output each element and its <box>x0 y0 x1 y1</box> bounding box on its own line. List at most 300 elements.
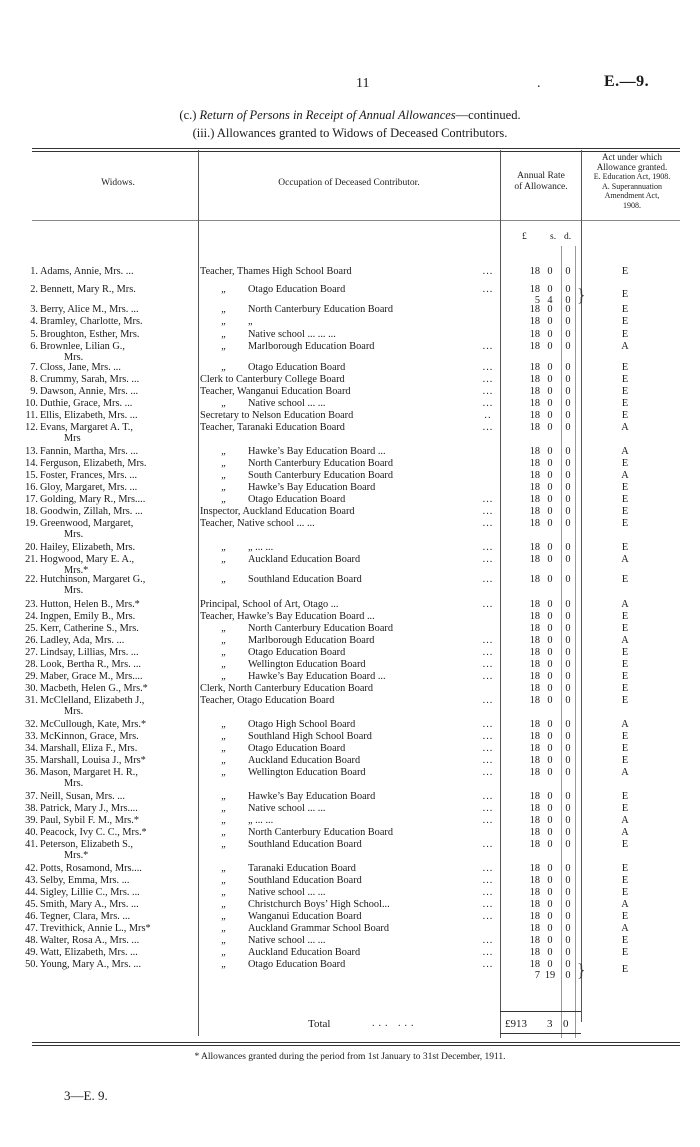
allowance-shillings: 0 <box>547 482 553 493</box>
allowance-pounds-second: 7 <box>534 970 540 981</box>
act-code: A <box>621 815 629 826</box>
allowance-pence: 0 <box>565 659 571 670</box>
widow-name-text: Potts, Rosamond, Mrs. <box>40 863 135 874</box>
row-number: 5. <box>30 329 38 340</box>
allowance-shillings: 0 <box>547 362 553 373</box>
row-number: 30. <box>25 683 38 694</box>
widow-name-dots: ... <box>128 304 139 315</box>
allowance-pounds: 18 <box>529 791 540 802</box>
allowance-pounds: 18 <box>529 341 540 352</box>
occupation-text: „ ... ... <box>248 815 274 826</box>
occupation-text: Wellington Education Board <box>248 767 366 778</box>
occupation <box>200 506 355 518</box>
occupation-text: Otago Education Board <box>248 362 346 373</box>
occupation-text: Marlborough Education Board <box>248 635 375 646</box>
occupation <box>200 542 273 554</box>
allowance-pounds: 18 <box>529 839 540 850</box>
allowance-pence: 0 <box>565 506 571 517</box>
allowance-pence: 0 <box>565 422 571 433</box>
widow-name-text: Ingpen, Emily B., Mrs. <box>40 611 136 622</box>
widow-name <box>40 374 196 386</box>
widow-name <box>40 683 196 695</box>
leader-dots: ... <box>482 422 494 433</box>
ditto-mark: „ <box>221 482 227 493</box>
widow-name-dots: ... <box>128 935 140 946</box>
ditto-mark: „ <box>221 304 227 315</box>
occupation <box>200 911 362 923</box>
occupation-text: Teacher, Native school ... ... <box>200 518 315 529</box>
allowance-shillings: 0 <box>547 518 553 529</box>
widow-name-dots: ... <box>130 659 141 670</box>
leader-dots: ... <box>482 755 494 766</box>
unit-pounds: £ <box>522 232 527 242</box>
header-rule <box>32 220 680 221</box>
occupation-text: Native school ... ... <box>248 803 326 814</box>
widow-name-text: Golding, Mary R., Mrs. <box>40 494 138 505</box>
act-code: E <box>621 911 629 922</box>
widow-name-text: Duthie, Grace, Mrs. <box>40 398 123 409</box>
allowance-pounds: 18 <box>529 542 540 553</box>
ditto-mark: „ <box>221 743 227 754</box>
occupation <box>200 827 393 839</box>
allowance-pence: 0 <box>565 743 571 754</box>
allowance-pounds: 18 <box>529 458 540 469</box>
act-code: A <box>621 554 629 565</box>
act-code: E <box>621 839 629 850</box>
leader-dots: ... <box>482 635 494 646</box>
section-title <box>0 108 700 123</box>
row-number: 39. <box>25 815 38 826</box>
allowance-pence: 0 <box>565 494 571 505</box>
section-title-continued: —continued. <box>455 108 521 122</box>
row-number: 37. <box>25 791 38 802</box>
allowance-pounds: 18 <box>529 815 540 826</box>
allowance-pounds: 18 <box>529 386 540 397</box>
occupation <box>200 410 353 422</box>
act-code: E <box>621 316 629 327</box>
occupation-text: Otago Education Board <box>248 647 346 658</box>
occupation <box>200 304 393 316</box>
allowance-pounds: 18 <box>529 827 540 838</box>
leader-dots: ... <box>482 791 494 802</box>
section-letter: (c.) <box>179 108 197 122</box>
row-number: 48. <box>25 935 38 946</box>
occupation <box>200 374 345 386</box>
widow-name-text: Broughton, Esther, Mrs. <box>40 329 140 340</box>
allowance-pounds: 18 <box>529 911 540 922</box>
allowance-pounds: 18 <box>529 863 540 874</box>
widow-name-dots: ... <box>123 266 134 277</box>
ditto-mark: „ <box>221 554 227 565</box>
widow-name <box>40 329 196 341</box>
unit-shillings: s. <box>550 232 557 242</box>
occupation <box>200 266 352 278</box>
occupation-text: Inspector, Auckland Education Board <box>200 506 355 517</box>
occupation <box>200 659 366 671</box>
widow-name-text: Hutchinson, Margaret G., <box>40 574 146 585</box>
occupation-text: Christchurch Boys’ High School... <box>248 899 390 910</box>
leader-dots: ... <box>482 887 494 898</box>
widow-name-dots: ... <box>130 959 142 970</box>
act-code: A <box>621 635 629 646</box>
allowance-shillings: 0 <box>547 304 553 315</box>
occupation <box>200 947 360 959</box>
occupation-text: Native school ... ... <box>248 935 326 946</box>
header-act-line6: 1908. <box>623 200 641 210</box>
leader-dots: ... <box>482 743 494 754</box>
occupation-text: Hawke’s Bay Education Board ... <box>248 671 386 682</box>
occupation <box>200 755 360 767</box>
widow-name-dots: ... <box>119 911 131 922</box>
widow-name-text: Macbeth, Helen G., Mrs.* <box>40 683 148 694</box>
row-number: 26. <box>25 635 38 646</box>
widow-name-continuation: Mrs. <box>64 778 84 789</box>
widow-name-text: Gloy, Margaret, Mrs. <box>40 482 127 493</box>
act-code: E <box>621 611 629 622</box>
footnote: * Allowances granted during the period from 1st January to 31st December, 1911. <box>194 1052 506 1062</box>
occupation-text: Auckland Education Board <box>248 755 361 766</box>
allowance-pence: 0 <box>565 554 571 565</box>
leader-dots: ... <box>482 506 494 517</box>
allowance-pounds: 18 <box>529 304 540 315</box>
row-number: 24. <box>25 611 38 622</box>
allowance-pounds: 18 <box>529 599 540 610</box>
allowance-shillings: 0 <box>547 410 553 421</box>
widow-name-text: Maber, Grace M., Mrs. <box>40 671 135 682</box>
widow-name <box>40 959 196 971</box>
widow-name <box>40 863 196 875</box>
occupation-text: South Canterbury Education Board <box>248 470 393 481</box>
occupation-text: North Canterbury Education Board <box>248 623 393 634</box>
allowance-pounds: 18 <box>529 683 540 694</box>
leader-dots: ... <box>482 284 494 295</box>
allowance-shillings: 0 <box>547 398 553 409</box>
widow-name <box>40 647 196 659</box>
allowance-pence: 0 <box>565 341 571 352</box>
widow-name-text: Foster, Frances, Mrs. <box>40 470 127 481</box>
widow-name-text: Smith, Mary A., Mrs. <box>40 899 129 910</box>
widow-name-text: McKinnon, Grace, Mrs. <box>40 731 139 742</box>
allowance-pounds: 18 <box>529 316 540 327</box>
allowance-pence: 0 <box>565 266 571 277</box>
occupation <box>200 671 386 683</box>
ditto-mark: „ <box>221 839 227 850</box>
ditto-mark: „ <box>221 542 227 553</box>
widow-name <box>40 446 196 458</box>
widow-name-text: Greenwood, Margaret, <box>40 518 134 529</box>
occupation-text: Clerk to Canterbury College Board <box>200 374 345 385</box>
act-code: E <box>621 803 629 814</box>
leader-dots: ... <box>482 398 494 409</box>
allowance-shillings: 0 <box>547 863 553 874</box>
row-number: 49. <box>25 947 38 958</box>
allowance-pounds: 18 <box>529 875 540 886</box>
allowance-shillings: 0 <box>547 647 553 658</box>
act-code: A <box>621 446 629 457</box>
row-number: 35. <box>25 755 38 766</box>
widow-name-dots: ... <box>128 899 139 910</box>
allowance-pence: 0 <box>565 458 571 469</box>
occupation-text: Hawke’s Bay Education Board ... <box>248 446 386 457</box>
allowance-pence: 0 <box>565 815 571 826</box>
widow-name <box>40 611 196 623</box>
act-code: E <box>621 647 629 658</box>
widow-name <box>40 599 196 611</box>
occupation <box>200 923 389 935</box>
allowance-pounds: 18 <box>529 743 540 754</box>
widow-name <box>40 947 196 959</box>
widow-name-text: Hutton, Helen B., Mrs.* <box>40 599 140 610</box>
leader-dots: ... <box>482 554 494 565</box>
allowance-shillings: 0 <box>547 947 553 958</box>
occupation <box>200 329 336 341</box>
allowance-pence: 0 <box>565 683 571 694</box>
occupation <box>200 518 315 530</box>
ditto-mark: „ <box>221 671 227 682</box>
occupation <box>200 362 345 374</box>
allowance-pence: 0 <box>565 671 571 682</box>
allowance-shillings: 0 <box>547 659 553 670</box>
occupation <box>200 647 345 659</box>
ditto-mark: „ <box>221 647 227 658</box>
act-code: E <box>621 964 629 975</box>
allowance-pounds: 18 <box>529 374 540 385</box>
act-code: E <box>621 755 629 766</box>
occupation-text: Wellington Education Board <box>248 659 366 670</box>
total-shillings: 3 <box>547 1018 553 1030</box>
section-title-text: Return of Persons in Receipt of Annual Allowances <box>199 108 456 122</box>
allowance-pence: 0 <box>565 482 571 493</box>
row-number: 36. <box>25 767 38 778</box>
allowance-shillings: 0 <box>547 743 553 754</box>
occupation-text: Teacher, Hawke’s Bay Education Board ... <box>200 611 375 622</box>
widow-name-text: Crummy, Sarah, Mrs. <box>40 374 129 385</box>
leader-dots: ... <box>482 803 494 814</box>
allowance-shillings: 0 <box>547 875 553 886</box>
act-code: E <box>621 329 629 340</box>
occupation <box>200 470 393 482</box>
allowance-shillings: 0 <box>547 935 553 946</box>
allowance-pence: 0 <box>565 719 571 730</box>
widow-name-continuation: Mrs. <box>64 529 84 540</box>
leader-dots: ... <box>482 374 494 385</box>
widow-name-dots: ... <box>126 482 138 493</box>
ditto-mark: „ <box>221 815 227 826</box>
widow-name-dots: ... <box>132 506 143 517</box>
widow-name-dots: ... <box>134 671 143 682</box>
occupation-text: Secretary to Nelson Education Board <box>200 410 354 421</box>
occupation-text: Teacher, Otago Education Board <box>200 695 335 706</box>
allowance-pence: 0 <box>565 755 571 766</box>
allowance-shillings: 0 <box>547 899 553 910</box>
allowance-pence: 0 <box>565 329 571 340</box>
allowance-pounds: 18 <box>529 659 540 670</box>
widow-name <box>40 398 196 410</box>
row-number: 46. <box>25 911 38 922</box>
ditto-mark: „ <box>221 755 227 766</box>
row-number: 2. <box>30 284 38 295</box>
total-label: Total <box>308 1018 331 1030</box>
allowance-pence: 0 <box>565 803 571 814</box>
allowance-pence: 0 <box>565 839 571 850</box>
act-code: A <box>621 470 629 481</box>
widow-name <box>40 542 196 554</box>
act-code: E <box>621 863 629 874</box>
widow-name-text: Ellis, Elizabeth, Mrs. <box>40 410 128 421</box>
allowance-shillings: 0 <box>547 329 553 340</box>
occupation-text: Otago Education Board <box>248 284 346 295</box>
occupation <box>200 803 326 815</box>
act-code: E <box>621 683 629 694</box>
occupation <box>200 599 338 611</box>
occupation <box>200 341 374 353</box>
page-number: 11 <box>356 76 370 91</box>
row-number: 19. <box>25 518 38 529</box>
total-pence: 0 <box>563 1018 569 1030</box>
act-code: E <box>621 304 629 315</box>
widow-name-dots: ... <box>127 446 139 457</box>
occupation-text: Auckland Grammar School Board <box>248 923 389 934</box>
header-act-line2: Allowance granted. <box>596 161 668 172</box>
occupation-text: Teacher, Thames High School Board <box>200 266 352 277</box>
act-code: E <box>621 542 629 553</box>
ditto-mark: „ <box>221 329 227 340</box>
occupation-text: Otago Education Board <box>248 959 346 970</box>
row-number: 38. <box>25 803 38 814</box>
allowance-shillings: 0 <box>547 695 553 706</box>
leader-dots: ... <box>482 695 494 706</box>
allowance-pence: 0 <box>565 887 571 898</box>
occupation <box>200 623 393 635</box>
row-number: 4. <box>30 316 38 327</box>
allowance-pence: 0 <box>565 959 571 970</box>
allowance-pence: 0 <box>565 386 571 397</box>
row-number: 45. <box>25 899 38 910</box>
allowance-pounds: 18 <box>529 574 540 585</box>
occupation <box>200 863 356 875</box>
act-code: E <box>621 374 629 385</box>
widow-name-text: Marshall, Eliza F., Mrs. <box>40 743 138 754</box>
allowance-pounds: 18 <box>529 731 540 742</box>
allowance-shillings: 0 <box>547 911 553 922</box>
occupation <box>200 683 373 695</box>
allowance-pence: 0 <box>565 623 571 634</box>
row-number: 32. <box>25 719 38 730</box>
allowance-pence: 0 <box>565 446 571 457</box>
ditto-mark: „ <box>221 731 227 742</box>
allowance-shillings-second: 19 <box>544 970 556 981</box>
allowance-pounds: 18 <box>529 506 540 517</box>
widow-name <box>40 635 196 647</box>
occupation <box>200 935 326 947</box>
widow-name-dots: ... <box>110 362 121 373</box>
widow-name-dots: ... <box>127 386 139 397</box>
allowance-pence: 0 <box>565 398 571 409</box>
widow-name-text: Walter, Rosa A., Mrs. <box>40 935 129 946</box>
act-code: E <box>621 887 629 898</box>
widow-name <box>40 719 196 731</box>
total-rule-top <box>500 1011 581 1012</box>
allowance-shillings: 0 <box>547 791 553 802</box>
act-code: E <box>621 875 629 886</box>
leader-dots: ... <box>482 767 494 778</box>
act-code: E <box>621 266 629 277</box>
header-widows: Widows. <box>101 178 135 188</box>
ditto-mark: „ <box>221 803 227 814</box>
widow-name-dots: ... <box>137 494 146 505</box>
occupation-text: Otago Education Board <box>248 494 346 505</box>
allowance-shillings: 0 <box>547 803 553 814</box>
section-subtitle: (iii.) Allowances granted to Widows of Deceased Contributors. <box>192 126 508 140</box>
act-code: E <box>621 935 629 946</box>
widow-name-text: Neill, Susan, Mrs. <box>40 791 115 802</box>
act-code: A <box>621 767 629 778</box>
ditto-mark: „ <box>221 341 227 352</box>
row-number: 15. <box>25 470 38 481</box>
act-code: E <box>621 743 629 754</box>
allowance-shillings: 0 <box>547 731 553 742</box>
allowance-shillings: 0 <box>547 815 553 826</box>
widow-name <box>40 362 196 374</box>
row-number: 34. <box>25 743 38 754</box>
header-rate-line2: of Allowance. <box>514 182 568 192</box>
allowance-shillings: 0 <box>547 316 553 327</box>
total-rule-bottom <box>500 1033 581 1034</box>
occupation <box>200 386 351 398</box>
ditto-mark: „ <box>221 574 227 585</box>
allowance-pence: 0 <box>565 791 571 802</box>
widow-name-dots: ... <box>122 398 133 409</box>
widow-name <box>40 827 196 839</box>
allowance-shillings: 0 <box>547 574 553 585</box>
occupation <box>200 959 345 971</box>
occupation <box>200 494 345 506</box>
occupation-text: Taranaki Education Board <box>248 863 356 874</box>
allowance-pounds: 18 <box>529 887 540 898</box>
widow-name-text: Berry, Alice M., Mrs. <box>40 304 129 315</box>
widow-name-text: Lindsay, Lillias, Mrs. <box>40 647 129 658</box>
widow-name-text: Adams, Annie, Mrs. <box>40 266 124 277</box>
leader-dots: ... <box>482 935 494 946</box>
allowance-pence: 0 <box>565 284 571 295</box>
act-code: E <box>621 671 629 682</box>
leader-dots: ... <box>482 266 494 277</box>
widow-name <box>40 470 196 482</box>
occupation <box>200 695 334 707</box>
table-bottom-rule <box>32 1042 680 1043</box>
row-number: 40. <box>25 827 38 838</box>
row-number: 21. <box>25 554 38 565</box>
leader-dots: ... <box>482 494 494 505</box>
allowance-pounds: 18 <box>529 647 540 658</box>
act-code: A <box>621 599 629 610</box>
widow-name-dots: ... <box>119 875 130 886</box>
allowance-shillings: 0 <box>547 386 553 397</box>
ditto-mark: „ <box>221 623 227 634</box>
leader-dots: ... <box>482 518 494 529</box>
act-code: A <box>621 341 629 352</box>
allowance-shillings: 0 <box>547 284 553 295</box>
act-code: E <box>621 386 629 397</box>
allowance-shillings: 0 <box>547 341 553 352</box>
act-code: A <box>621 422 629 433</box>
widow-name <box>40 875 196 887</box>
allowance-shillings: 0 <box>547 755 553 766</box>
row-number: 14. <box>25 458 38 469</box>
allowance-pounds: 18 <box>529 935 540 946</box>
occupation-text: Southland High School Board <box>248 731 372 742</box>
occupation <box>200 398 326 410</box>
